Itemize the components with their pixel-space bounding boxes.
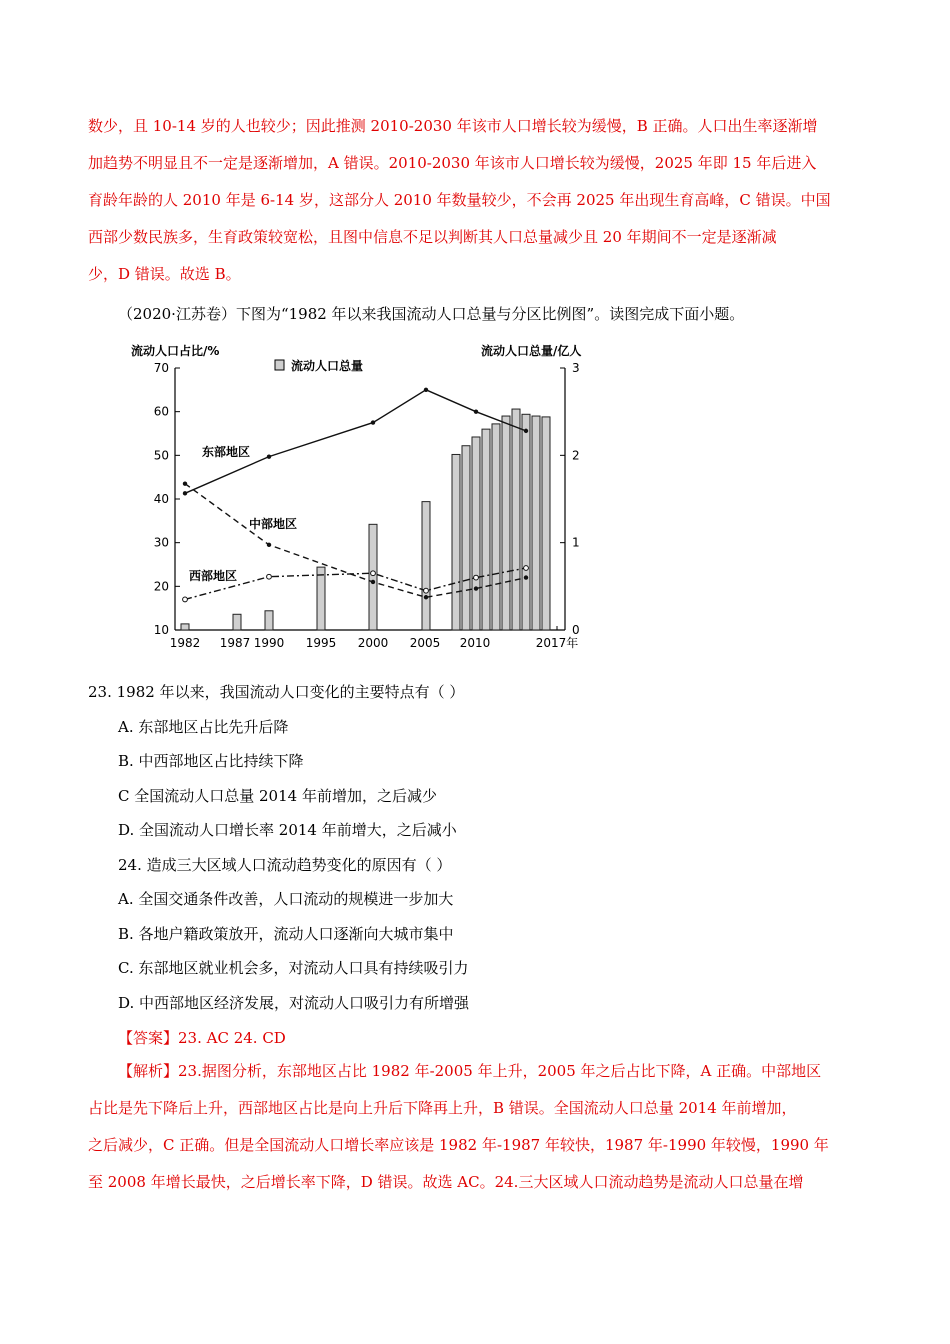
x-tick-label: 2017年	[535, 636, 579, 650]
bar-2010	[472, 437, 480, 630]
series-point	[267, 543, 271, 547]
series-point	[183, 491, 187, 495]
bar-1995	[317, 567, 325, 630]
x-tick-label: 2005	[409, 636, 441, 650]
y-right-tick-label: 0	[572, 623, 580, 637]
q23-option-d: D. 全国流动人口增长率 2014 年前增大，之后减小	[118, 821, 457, 839]
legend-swatch	[275, 360, 284, 370]
bar-2011	[482, 429, 490, 630]
series-point	[524, 429, 528, 433]
y-left-tick-label: 60	[153, 404, 169, 419]
text-line: 加趋势不明显且不一定是逐渐增加，A 错误。2010-2030 年该市人口增长较为缓慢，2025 年即 15 年后进入	[88, 154, 817, 172]
series-point	[524, 566, 529, 571]
q24-option-a: A. 全国交通条件改善，人口流动的规模进一步加大	[118, 890, 454, 908]
text-line: 育龄年龄的人 2010 年是 6-14 岁，这部分人 2010 年数量较少，不会再 2025 年出现生育高峰，C 错误。中国	[88, 191, 831, 209]
q24-option-b: B. 各地户籍政策放开，流动人口逐渐向大城市集中	[118, 925, 454, 943]
q23-option-a: A. 东部地区占比先升后降	[118, 718, 289, 736]
question-intro: （2020·江苏卷）下图为“1982 年以来我国流动人口总量与分区比例图”。读图完成下面小题。	[118, 305, 745, 323]
series-point	[267, 454, 271, 458]
bar-2013	[502, 416, 510, 630]
bar-2008	[452, 454, 460, 630]
q23-option-c: C 全国流动人口总量 2014 年前增加，之后减少	[118, 787, 437, 805]
q23-option-b: B. 中西部地区占比持续下降	[118, 752, 304, 770]
y-right-axis-title: 流动人口总量/亿人	[481, 344, 582, 358]
bar-2017	[542, 417, 550, 630]
text-line: 少，D 错误。故选 B。	[88, 265, 241, 283]
text-line: 西部少数民族多，生育政策较宽松，且图中信息不足以判断其人口总量减少且 20 年期间不一定是逐渐减	[88, 228, 777, 246]
series-point	[183, 597, 188, 602]
x-tick-label: 1990	[253, 636, 285, 650]
x-tick-label: 2000	[357, 636, 389, 650]
x-tick-label: 1987	[219, 636, 251, 650]
chart-svg	[125, 338, 605, 658]
series-point	[267, 574, 272, 579]
text-line: 占比是先下降后上升，西部地区占比是向上升后下降再上升，B 错误。全国流动人口总量 2014 年前增加，	[88, 1099, 797, 1117]
x-tick-label: 1982	[169, 636, 201, 650]
series-point	[424, 388, 428, 392]
x-tick-label: 1995	[305, 636, 337, 650]
series-point	[474, 409, 478, 413]
q24-option-d: D. 中西部地区经济发展，对流动人口吸引力有所增强	[118, 994, 470, 1012]
series-point	[524, 575, 528, 579]
series-point	[371, 420, 375, 424]
bar-1987	[233, 614, 241, 630]
q24-option-c: C. 东部地区就业机会多，对流动人口具有持续吸引力	[118, 959, 469, 977]
y-left-tick-label: 50	[153, 448, 169, 463]
y-right-tick-label: 3	[572, 361, 580, 375]
bar-1982	[181, 624, 189, 630]
bar-2015	[522, 414, 530, 630]
series-label-1: 中部地区	[249, 517, 298, 531]
text-line: 【解析】23.据图分析，东部地区占比 1982 年-2005 年上升，2005 年之后占比下降，A 正确。中部地区	[118, 1062, 822, 1080]
text-line: 数少，且 10-14 岁的人也较少；因此推测 2010-2030 年该市人口增长较为缓慢，B 正确。人口出生率逐渐增	[88, 117, 818, 135]
question-23-stem: 23. 1982 年以来，我国流动人口变化的主要特点有（ ）	[88, 683, 465, 701]
y-right-tick-label: 1	[572, 535, 580, 550]
question-24-stem: 24. 造成三大区域人口流动趋势变化的原因有（ ）	[118, 856, 452, 874]
y-left-tick-label: 30	[153, 535, 169, 550]
y-right-tick-label: 2	[572, 448, 580, 463]
analysis	[88, 1053, 864, 1201]
answer-line: 【答案】23. AC 24. CD	[118, 1029, 286, 1047]
y-left-tick-label: 10	[153, 623, 169, 637]
text-line: 至 2008 年增长最快，之后增长率下降，D 错误。故选 AC。24.三大区域人口流动趋势是流动人口总量在增	[88, 1173, 804, 1191]
bar-2016	[532, 416, 540, 630]
chart	[125, 338, 605, 658]
series-point	[183, 482, 187, 486]
bar-2014	[512, 409, 520, 630]
series-point	[474, 586, 478, 590]
y-left-tick-label: 70	[153, 361, 169, 375]
series-label-0: 东部地区	[202, 445, 251, 459]
y-left-tick-label: 20	[153, 579, 169, 594]
series-label-2: 西部地区	[189, 569, 238, 583]
bar-2000	[369, 524, 377, 630]
bar-2009	[462, 446, 470, 630]
series-point	[424, 588, 429, 593]
previous-explanation	[88, 108, 864, 293]
x-tick-label: 2010	[459, 636, 491, 650]
y-left-tick-label: 40	[153, 492, 169, 506]
series-point	[371, 580, 375, 584]
series-point	[474, 575, 479, 580]
series-point	[424, 595, 428, 599]
text-line: 之后减少，C 正确。但是全国流动人口增长率应该是 1982 年-1987 年较快，1987 年-1990 年较慢，1990 年	[88, 1136, 829, 1154]
bar-1990	[265, 611, 273, 630]
bar-2005	[422, 502, 430, 630]
y-left-axis-title: 流动人口占比/%	[131, 344, 220, 358]
series-point	[371, 571, 376, 576]
legend-label: 流动人口总量	[291, 359, 364, 373]
bar-2012	[492, 424, 500, 630]
